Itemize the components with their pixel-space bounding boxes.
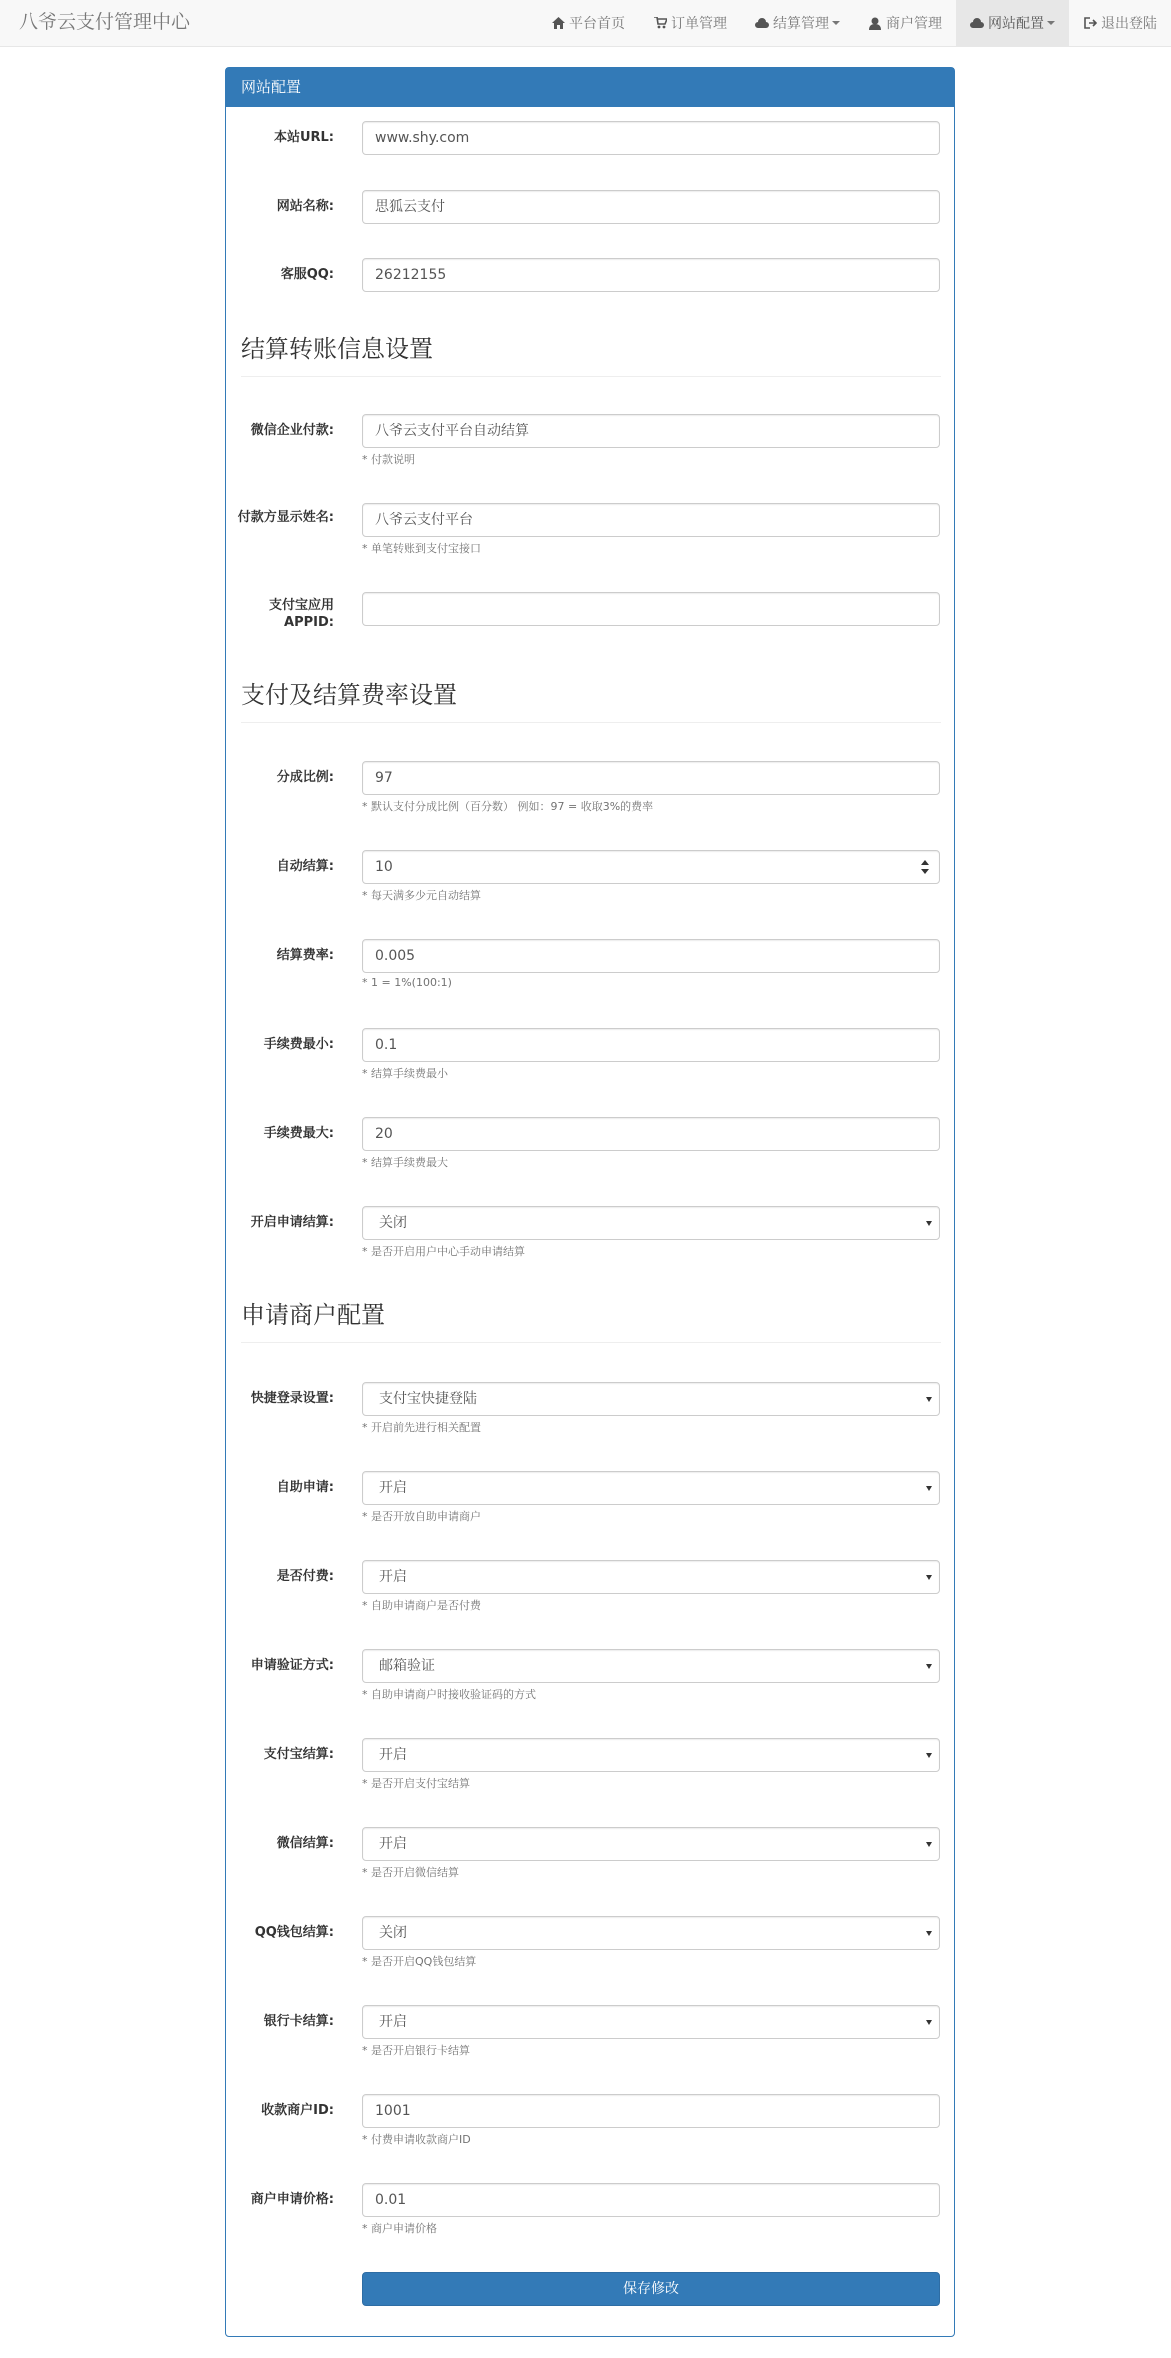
- wechat-settle-select[interactable]: [362, 1827, 940, 1861]
- site-url-label: 本站URL:: [273, 130, 334, 145]
- fee-max-input[interactable]: 20: [362, 1117, 940, 1151]
- bank-settle-value: 开启: [379, 2014, 407, 2030]
- alipay-settle-select[interactable]: [362, 1738, 940, 1772]
- service-qq-label: 客服QQ:: [280, 267, 334, 282]
- site-config-panel: [225, 67, 955, 2337]
- verify-method-help: * 自助申请商户时接收验证码的方式: [362, 1688, 536, 1701]
- paid-apply-value: 开启: [379, 1569, 407, 1585]
- spinner-icon[interactable]: [921, 860, 929, 874]
- apply-price-help: * 商户申请价格: [362, 2222, 437, 2235]
- self-apply-value: 开启: [379, 1480, 407, 1496]
- chevron-down-icon: [926, 1397, 932, 1402]
- nav-menu: [537, 0, 1171, 46]
- fee-max-label: 手续费最大:: [263, 1126, 334, 1141]
- bank-settle-help: * 是否开启银行卡结算: [362, 2044, 470, 2057]
- nav-item-settlement[interactable]: [741, 0, 854, 46]
- quick-login-label: 快捷登录设置:: [250, 1391, 334, 1406]
- save-button[interactable]: 保存修改: [362, 2272, 940, 2306]
- chevron-down-icon: [926, 1664, 932, 1669]
- nav-item-orders[interactable]: [639, 0, 741, 46]
- alipay-settle-label: 支付宝结算:: [263, 1747, 334, 1762]
- apply-settle-help: * 是否开启用户中心手动申请结算: [362, 1245, 525, 1258]
- nav-item-label: 订单管理: [671, 16, 727, 32]
- alipay-appid-label: 支付宝应用APPID:: [268, 598, 334, 630]
- split-ratio-input[interactable]: 97: [362, 761, 940, 795]
- fee-min-label: 手续费最小:: [263, 1037, 334, 1052]
- verify-method-select[interactable]: [362, 1649, 940, 1683]
- home-icon: [551, 16, 565, 30]
- qq-wallet-settle-label: QQ钱包结算:: [254, 1925, 334, 1940]
- chevron-down-icon: [926, 1931, 932, 1936]
- apply-price-label: 商户申请价格:: [250, 2192, 334, 2207]
- self-apply-select[interactable]: [362, 1471, 940, 1505]
- wechat-settle-help: * 是否开启微信结算: [362, 1866, 459, 1879]
- panel-title: 网站配置: [226, 68, 954, 107]
- alipay-settle-value: 开启: [379, 1747, 407, 1763]
- payer-name-input[interactable]: 八爷云支付平台: [362, 503, 940, 537]
- quick-login-select[interactable]: [362, 1382, 940, 1416]
- fee-min-input[interactable]: 0.1: [362, 1028, 940, 1062]
- bank-settle-select[interactable]: [362, 2005, 940, 2039]
- nav-item-merchants[interactable]: [854, 0, 956, 46]
- quick-login-help: * 开启前先进行相关配置: [362, 1421, 481, 1434]
- settle-rate-label: 结算费率:: [276, 948, 334, 963]
- paid-apply-label: 是否付费:: [276, 1569, 334, 1584]
- wx-payment-input[interactable]: 八爷云支付平台自动结算: [362, 414, 940, 448]
- qq-wallet-settle-value: 关闭: [379, 1925, 407, 1941]
- payee-pid-label: 收款商户ID:: [261, 2103, 334, 2118]
- cloud-icon: [970, 16, 984, 30]
- fee-max-help: * 结算手续费最大: [362, 1156, 448, 1169]
- chevron-down-icon: [926, 1486, 932, 1491]
- nav-item-label: 平台首页: [569, 16, 625, 32]
- user-icon: [868, 16, 882, 30]
- auto-settle-stepper[interactable]: [362, 850, 940, 884]
- paid-apply-help: * 自助申请商户是否付费: [362, 1599, 481, 1612]
- cart-icon: [653, 16, 667, 30]
- payer-name-label: 付款方显示姓名:: [237, 510, 334, 525]
- chevron-down-icon: [926, 1753, 932, 1758]
- nav-item-label: 商户管理: [886, 16, 942, 32]
- transfer-section-title: 结算转账信息设置: [241, 329, 941, 377]
- auto-settle-help: * 每天满多少元自动结算: [362, 889, 481, 902]
- wechat-settle-value: 开启: [379, 1836, 407, 1852]
- nav-item-label: 网站配置: [988, 16, 1044, 32]
- chevron-down-icon: [926, 1842, 932, 1847]
- apply-settle-value: 关闭: [379, 1215, 407, 1231]
- nav-item-logout[interactable]: [1069, 0, 1171, 46]
- apply-price-input[interactable]: 0.01: [362, 2183, 940, 2217]
- apply-settle-select[interactable]: [362, 1206, 940, 1240]
- qq-wallet-settle-help: * 是否开启QQ钱包结算: [362, 1955, 477, 1968]
- self-apply-help: * 是否开放自助申请商户: [362, 1510, 481, 1523]
- verify-method-value: 邮箱验证: [379, 1658, 435, 1674]
- logout-icon: [1083, 16, 1097, 30]
- site-name-label: 网站名称:: [276, 199, 334, 214]
- verify-method-label: 申请验证方式:: [250, 1658, 334, 1673]
- nav-item-label: 退出登陆: [1101, 16, 1157, 32]
- wx-payment-help: * 付款说明: [362, 453, 415, 466]
- payee-pid-input[interactable]: 1001: [362, 2094, 940, 2128]
- payee-pid-help: * 付费申请收款商户ID: [362, 2133, 471, 2146]
- bank-settle-label: 银行卡结算:: [263, 2014, 334, 2029]
- apply-settle-label: 开启申请结算:: [250, 1215, 334, 1230]
- site-name-input[interactable]: 思狐云支付: [362, 190, 940, 224]
- site-url-input[interactable]: www.shy.com: [362, 121, 940, 155]
- nav-item-home[interactable]: [537, 0, 639, 46]
- self-apply-label: 自助申请:: [276, 1480, 334, 1495]
- settle-rate-help: * 1 = 1%(100:1): [362, 976, 452, 989]
- alipay-settle-help: * 是否开启支付宝结算: [362, 1777, 470, 1790]
- split-ratio-help: * 默认支付分成比例（百分数） 例如：97 = 收取3%的费率: [362, 800, 654, 813]
- qq-wallet-settle-select[interactable]: [362, 1916, 940, 1950]
- split-ratio-label: 分成比例:: [276, 770, 334, 785]
- auto-settle-label: 自动结算:: [276, 859, 334, 874]
- chevron-down-icon: [926, 1575, 932, 1580]
- caret-down-icon: [1047, 21, 1055, 25]
- nav-item-label: 结算管理: [773, 16, 829, 32]
- auto-settle-value: 10: [375, 859, 393, 875]
- top-navbar: [0, 0, 1171, 47]
- nav-item-site-config[interactable]: [956, 0, 1069, 46]
- service-qq-input[interactable]: 26212155: [362, 258, 940, 292]
- caret-down-icon: [832, 21, 840, 25]
- wx-payment-label: 微信企业付款:: [250, 423, 334, 438]
- merchant-section-title: 申请商户配置: [241, 1295, 941, 1343]
- settle-rate-input[interactable]: 0.005: [362, 939, 940, 973]
- cloud-icon: [755, 16, 769, 30]
- chevron-down-icon: [926, 1221, 932, 1226]
- brand-title[interactable]: 八爷云支付管理中心: [19, 11, 191, 33]
- payer-name-help: * 单笔转账到支付宝接口: [362, 542, 481, 555]
- fees-section-title: 支付及结算费率设置: [241, 675, 941, 723]
- quick-login-value: 支付宝快捷登陆: [379, 1391, 477, 1407]
- paid-apply-select[interactable]: [362, 1560, 940, 1594]
- wechat-settle-label: 微信结算:: [276, 1836, 334, 1851]
- fee-min-help: * 结算手续费最小: [362, 1067, 448, 1080]
- alipay-appid-input[interactable]: [362, 592, 940, 626]
- chevron-down-icon: [926, 2020, 932, 2025]
